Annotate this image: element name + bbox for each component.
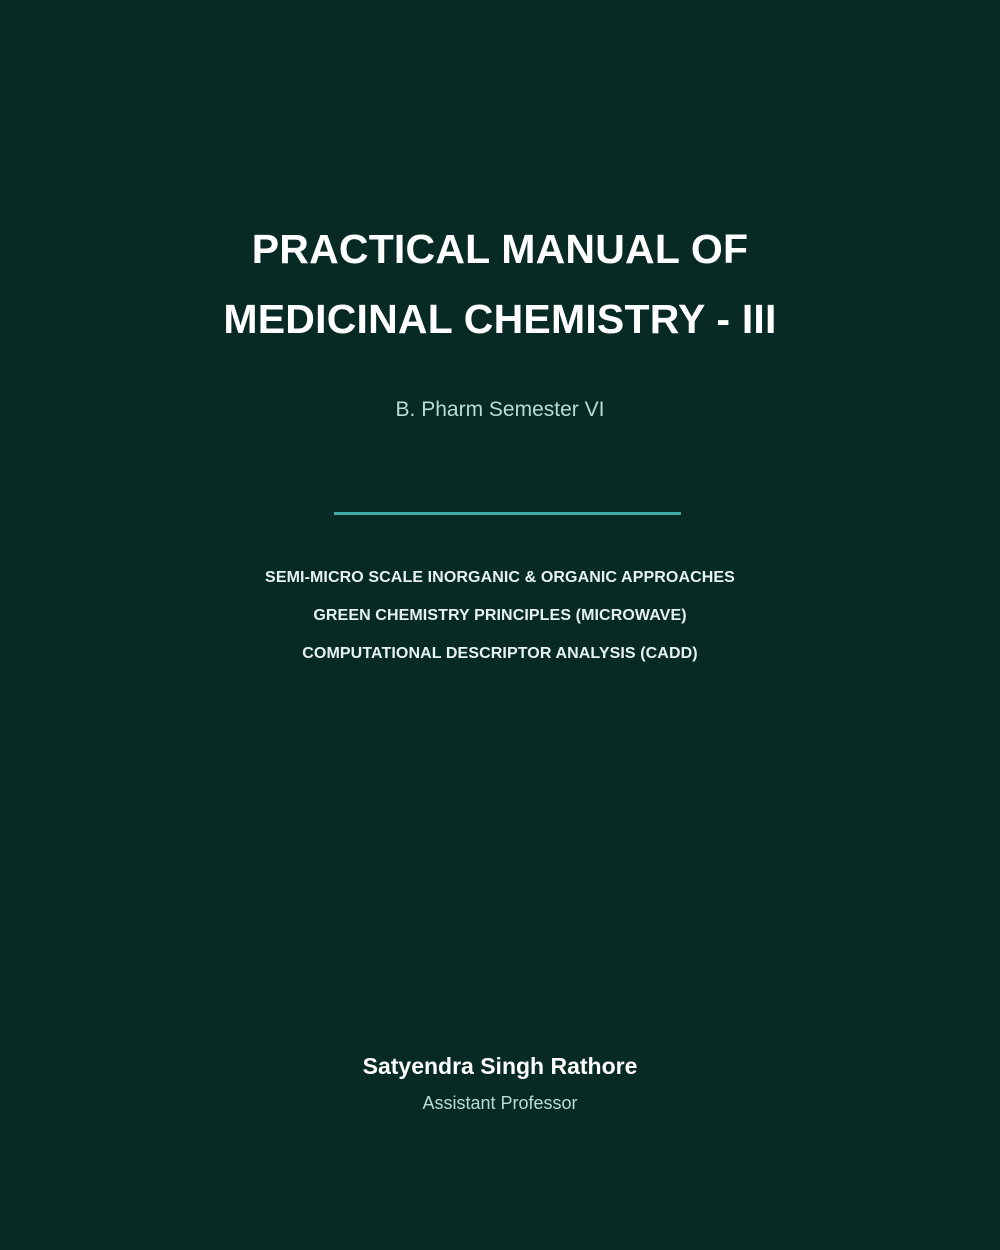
accent-divider (334, 512, 681, 515)
topic-item: COMPUTATIONAL DESCRIPTOR ANALYSIS (CADD) (302, 645, 698, 662)
topic-item: GREEN CHEMISTRY PRINCIPLES (MICROWAVE) (313, 607, 687, 624)
author-role: Assistant Professor (422, 1093, 578, 1113)
title-line-1: PRACTICAL MANUAL OF (251, 226, 749, 272)
subtitle: B. Pharm Semester VI (395, 398, 605, 421)
title-line-2: MEDICINAL CHEMISTRY - III (223, 296, 777, 342)
author-name: Satyendra Singh Rathore (362, 1053, 638, 1079)
topic-item: SEMI-MICRO SCALE INORGANIC & ORGANIC APPROACHES (265, 569, 735, 586)
